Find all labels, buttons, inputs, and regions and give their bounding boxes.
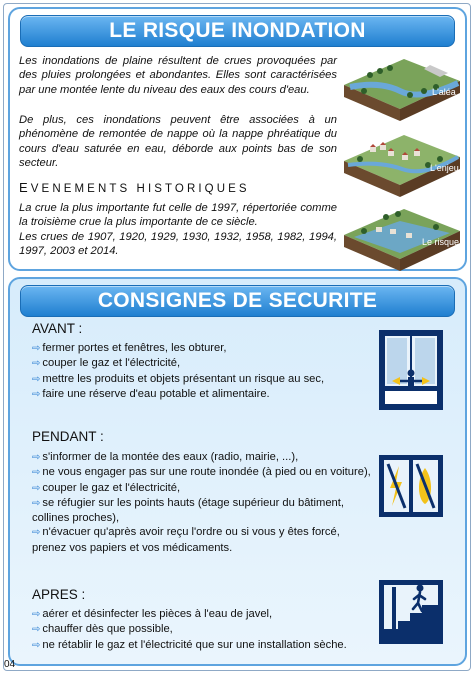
hollow-right-arrow-icon: ⇨ bbox=[32, 639, 41, 651]
after-heading: APRES : bbox=[32, 587, 86, 602]
list-item: ⇨ ne rétablir le gaz et l'électricité que sur une installation sèche. bbox=[32, 638, 372, 653]
list-item: ⇨ se réfugier sur les points hauts (étage supérieur du bâtiment, collines proches), bbox=[32, 496, 344, 525]
list-item: ⇨ couper le gaz et l'électricité, bbox=[32, 481, 372, 496]
list-item: ⇨ mettre les produits et objets présentant un risque au sec, bbox=[32, 372, 372, 387]
section-title: LE RISQUE INONDATION bbox=[109, 19, 366, 42]
hollow-right-arrow-icon: ⇨ bbox=[32, 527, 41, 539]
hollow-right-arrow-icon: ⇨ bbox=[32, 388, 41, 400]
climb-stairs-icon bbox=[378, 579, 444, 645]
hollow-right-arrow-icon: ⇨ bbox=[32, 343, 41, 354]
list-item: ⇨ chauffer dès que possible, bbox=[32, 622, 372, 637]
history-line-1: La crue la plus importante fut celle de 1997, répertoriée comme la troisième crue la plus importante de ce siècle. bbox=[19, 202, 337, 229]
risk-label: Le risque bbox=[422, 237, 460, 247]
intro-paragraph: Les inondations de plaine résultent de crues provoquées par des pluies prolongées et abondantes. Elles sont caractérisées par une montée lente du niveau des eaux des cours d'eau. bbox=[19, 55, 337, 96]
hollow-right-arrow-icon: ⇨ bbox=[32, 624, 41, 636]
list-item: ⇨ aérer et désinfecter les pièces à l'eau de javel, bbox=[32, 607, 372, 622]
list-item: ⇨ s'informer de la montée des eaux (radio, mairie, ...), bbox=[32, 450, 372, 465]
close-windows-icon bbox=[378, 329, 444, 411]
safety-title-banner bbox=[20, 285, 455, 317]
safety-title: CONSIGNES DE SECURITE bbox=[97, 289, 378, 312]
risk-section bbox=[8, 7, 467, 271]
before-heading: AVANT : bbox=[32, 321, 83, 336]
list-item: ⇨ ne vous engager pas sur une route inondée (à pied ou en voiture), bbox=[32, 465, 372, 480]
hollow-right-arrow-icon: ⇨ bbox=[32, 482, 41, 494]
after-list bbox=[32, 607, 372, 653]
during-heading: PENDANT : bbox=[32, 429, 104, 444]
history-heading-rest: VENEMENTS HISTORIQUES bbox=[30, 183, 250, 195]
hollow-right-arrow-icon: ⇨ bbox=[32, 358, 41, 370]
history-heading-initial: E bbox=[19, 180, 31, 195]
risk-illustration bbox=[340, 201, 462, 273]
hollow-right-arrow-icon: ⇨ bbox=[32, 497, 41, 509]
water-table-paragraph: De plus, ces inondations peuvent être associées à un phénomène de remontée de nappe où la nappe phréatique du cours d'eau saturée en eau, déborde aux points bas de son secteur. bbox=[19, 114, 337, 170]
page-number: 04 bbox=[4, 659, 16, 670]
list-item: ⇨ n'évacuer qu'après avoir reçu l'ordre ou si vous y êtes forcé, prenez vos papiers et vos médicaments. bbox=[32, 526, 340, 554]
stakes-illustration bbox=[340, 127, 462, 199]
list-item: ⇨ couper le gaz et l'électricité, bbox=[32, 356, 372, 371]
stakes-label: L'enjeu bbox=[430, 163, 459, 173]
hollow-right-arrow-icon: ⇨ bbox=[32, 609, 41, 620]
history-heading bbox=[19, 180, 250, 195]
hollow-right-arrow-icon: ⇨ bbox=[32, 452, 41, 463]
history-text bbox=[19, 201, 337, 259]
section-title-banner bbox=[20, 15, 455, 47]
before-list bbox=[32, 341, 372, 402]
list-item: ⇨ fermer portes et fenêtres, les obturer, bbox=[32, 341, 372, 356]
list-item: ⇨ faire une réserve d'eau potable et alimentaire. bbox=[32, 387, 372, 402]
hollow-right-arrow-icon: ⇨ bbox=[32, 467, 41, 479]
hazard-illustration bbox=[340, 51, 462, 123]
during-list bbox=[32, 450, 372, 555]
history-line-2: Les crues de 1907, 1920, 1929, 1930, 1932, 1958, 1982, 1994, 1997, 2003 et 2014. bbox=[19, 230, 337, 258]
hazard-label: L'aléa bbox=[432, 87, 456, 97]
hollow-right-arrow-icon: ⇨ bbox=[32, 373, 41, 385]
cut-electricity-gas-icon bbox=[378, 454, 444, 518]
safety-section bbox=[8, 277, 467, 666]
